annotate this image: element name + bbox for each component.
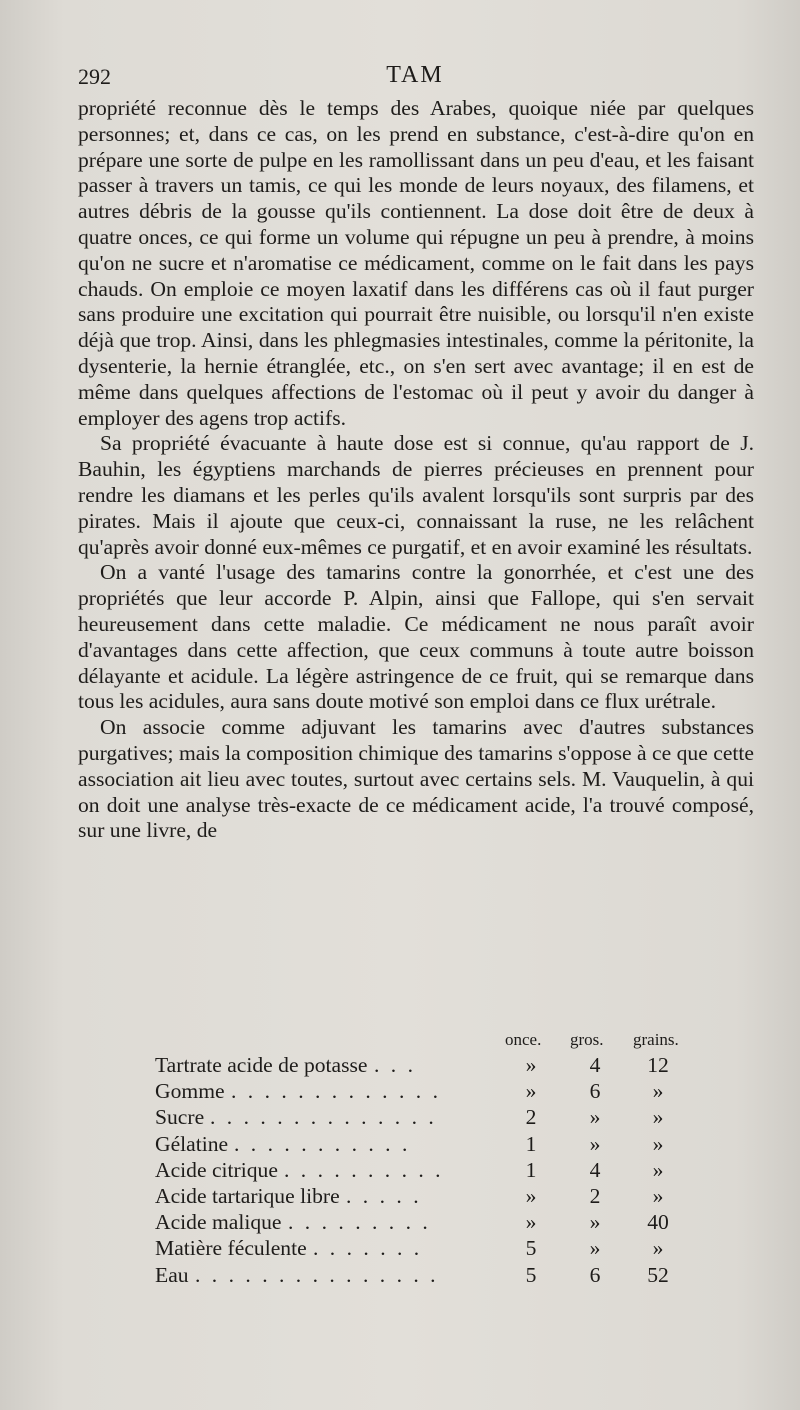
body-text: [78, 96, 754, 844]
value-once: 1: [525, 1131, 537, 1156]
running-head: TAM: [386, 62, 444, 88]
ingredient-name: Gomme: [155, 1079, 225, 1104]
value-once: »: [525, 1183, 537, 1208]
value-once: 5: [525, 1236, 537, 1261]
page-header: [78, 60, 752, 94]
dot-leader: . . . . . . . . . . . . . .: [210, 1105, 437, 1130]
value-once: »: [525, 1053, 537, 1077]
table-row: [155, 1104, 715, 1130]
value-gros: 4: [589, 1053, 601, 1077]
value-gros: 2: [589, 1183, 601, 1208]
table-row: [155, 1157, 715, 1183]
ingredient-name: Acide citrique: [155, 1157, 278, 1182]
value-once: »: [525, 1210, 537, 1235]
dot-leader: . . . . . . . . . . . . .: [231, 1079, 441, 1104]
value-gros: 6: [589, 1262, 601, 1287]
units-header: [155, 1030, 715, 1052]
dot-leader: . . . . .: [346, 1183, 422, 1208]
ingredient-name: Matière féculente: [155, 1236, 307, 1261]
value-grains: »: [652, 1157, 664, 1182]
dot-leader: . . . . . . . . . . . . . . .: [195, 1262, 439, 1287]
value-grains: »: [652, 1105, 664, 1130]
ingredient-name: Sucre: [155, 1105, 205, 1130]
value-gros: »: [589, 1236, 601, 1261]
ingredient-name: Acide tartarique libre: [155, 1183, 340, 1208]
composition-table: [155, 1030, 715, 1288]
value-gros: »: [589, 1210, 601, 1235]
unit-grains: grains.: [633, 1030, 679, 1049]
value-grains: »: [652, 1131, 664, 1156]
table-row: [155, 1209, 715, 1235]
dot-leader: . . . . . . . . . .: [284, 1157, 444, 1182]
ingredient-name: Eau: [155, 1262, 189, 1287]
value-grains: »: [652, 1183, 664, 1208]
page-number: 292: [78, 64, 111, 89]
paragraph: On a vanté l'usage des tamarins contre la gonorrhée, et c'est une des propriétés que leur accorde P. Alpin, ainsi que Fallope, qui s'en servait heureusement dans cette maladie. Ce médicament ne nous paraît avoir d'avantages dans cette affection, que ceux communs à toute autre boisson délayante et acidule. La légère astringence de ce fruit, qui se remarque dans tous les acidules, aura sans doute motivé son emploi dans ce flux urétrale.: [78, 560, 754, 714]
value-once: 5: [525, 1262, 537, 1287]
value-once: 1: [525, 1157, 537, 1182]
value-grains: 52: [647, 1262, 669, 1287]
value-grains: »: [652, 1236, 664, 1261]
value-grains: »: [652, 1079, 664, 1104]
value-gros: »: [589, 1105, 601, 1130]
dot-leader: . . .: [374, 1053, 416, 1077]
table-row: [155, 1052, 715, 1078]
ingredient-name: Acide malique: [155, 1210, 282, 1235]
value-grains: 40: [647, 1210, 669, 1235]
value-grains: 12: [647, 1053, 669, 1077]
ingredient-name: Tartrate acide de potasse: [155, 1053, 368, 1077]
ingredient-name: Gélatine: [155, 1131, 229, 1156]
dot-leader: . . . . . . . . .: [288, 1210, 431, 1235]
paragraph: On associe comme adjuvant les tamarins avec d'autres substances purgatives; mais la composition chimique des tamarins s'oppose à ce que cette association ait lieu avec toutes, surtout avec certains sels. M. Vauquelin, à qui on doit une analyse très-exacte de ce médicament acide, l'a trouvé composé, sur une livre, de: [78, 715, 754, 843]
value-once: 2: [525, 1105, 537, 1130]
paragraph: Sa propriété évacuante à haute dose est si connue, qu'au rapport de J. Bauhin, les égyptiens marchands de pierres précieuses en prennent pour rendre les diamans et les perles qu'ils avalent lorsqu'ils sont surpris par des pirates. Mais il ajoute que ceux-ci, connaissant la ruse, ne les relâchent qu'après avoir donné eux-mêmes ce purgatif, et en avoir examiné les résultats.: [78, 431, 754, 559]
paragraph: propriété reconnue dès le temps des Arabes, quoique niée par quelques personnes; et, dans ce cas, on les prend en substance, c'est-à-dire qu'on en prépare une sorte de pulpe en les ramollissant dans un peu d'eau, et les faisant passer à travers un tamis, ce qui les monde de leurs noyaux, des filamens, et autres débris de la gousse qu'ils contiennent. La dose doit être de deux à quatre onces, ce qui forme un volume qui répugne un peu à prendre, à moins qu'on ne sucre et n'aromatise ce médicament, comme on le fait dans les pays chauds. On emploie ce moyen laxatif dans les différens cas où il faut purger sans produire une excitation qui pourrait être nuisible, ou lorsqu'il n'en existe déjà que trop. Ainsi, dans les phlegmasies intestinales, comme la péritonite, la dysenterie, la hernie étranglée, etc., on s'en sert avec avantage; il en est de même dans quelques affections de l'estomac où il peut y avoir du danger à employer des agens trop actifs.: [78, 96, 754, 430]
dot-leader: . . . . . . . . . . .: [234, 1131, 411, 1156]
value-gros: 6: [589, 1079, 601, 1104]
value-gros: 4: [589, 1157, 601, 1182]
value-gros: »: [589, 1131, 601, 1156]
value-once: »: [525, 1079, 537, 1104]
table-row: [155, 1262, 715, 1288]
table-row: [155, 1235, 715, 1261]
table-row: [155, 1183, 715, 1209]
table-row: [155, 1078, 715, 1104]
unit-gros: gros.: [570, 1030, 604, 1049]
unit-once: once.: [505, 1030, 542, 1049]
dot-leader: . . . . . . .: [313, 1236, 423, 1261]
table-row: [155, 1131, 715, 1157]
